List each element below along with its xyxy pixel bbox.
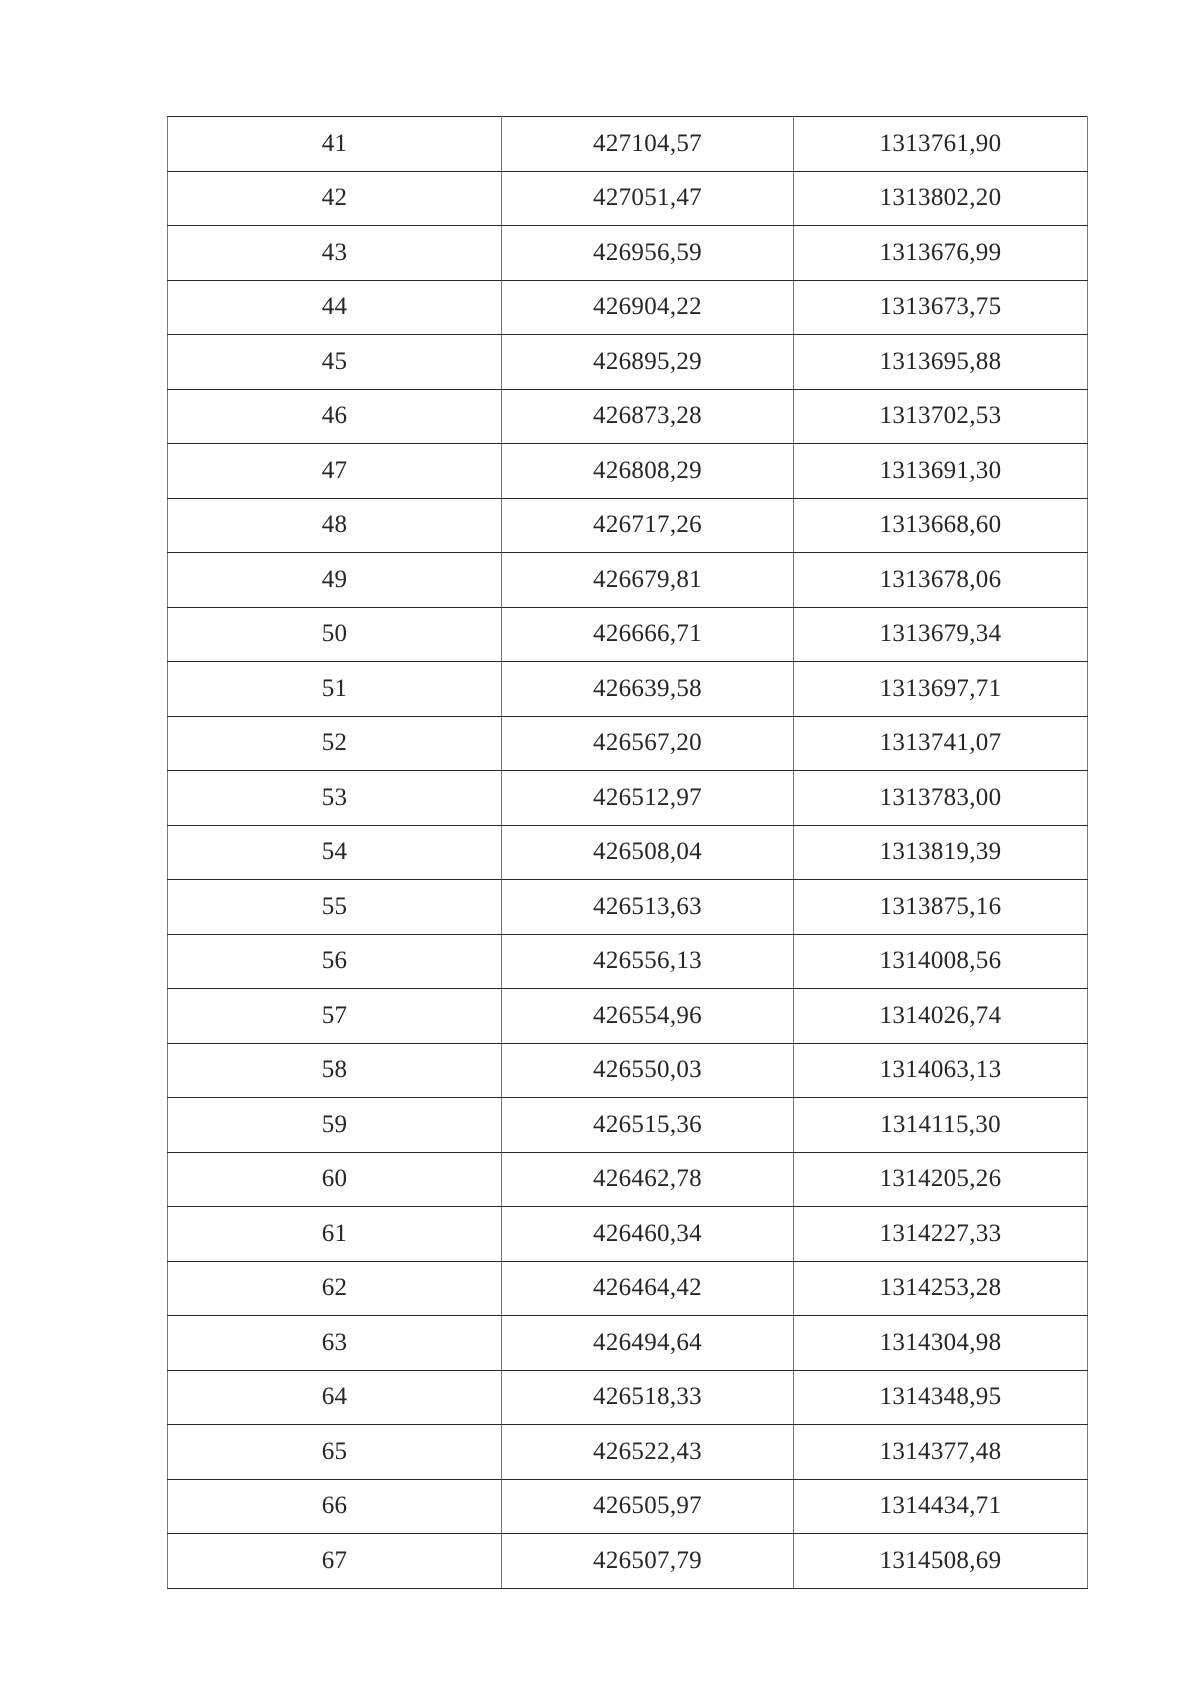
table-row — [168, 1043, 1088, 1098]
table-row — [168, 934, 1088, 989]
point-number-cell: 59 — [168, 1098, 502, 1153]
point-number-cell: 49 — [168, 553, 502, 608]
x-coordinate-cell: 426507,79 — [502, 1534, 794, 1589]
y-coordinate-cell: 1314026,74 — [794, 989, 1088, 1044]
table-row — [168, 1316, 1088, 1371]
y-coordinate-cell: 1313741,07 — [794, 716, 1088, 771]
y-coordinate-cell: 1314348,95 — [794, 1370, 1088, 1425]
table-row — [168, 280, 1088, 335]
x-coordinate-cell: 426518,33 — [502, 1370, 794, 1425]
x-coordinate-cell: 427051,47 — [502, 171, 794, 226]
y-coordinate-cell: 1314115,30 — [794, 1098, 1088, 1153]
point-number-cell: 48 — [168, 498, 502, 553]
point-number-cell: 63 — [168, 1316, 502, 1371]
table-row — [168, 1152, 1088, 1207]
y-coordinate-cell: 1314227,33 — [794, 1207, 1088, 1262]
x-coordinate-cell: 426639,58 — [502, 662, 794, 717]
x-coordinate-cell: 426505,97 — [502, 1479, 794, 1534]
y-coordinate-cell: 1313875,16 — [794, 880, 1088, 935]
x-coordinate-cell: 426679,81 — [502, 553, 794, 608]
point-number-cell: 53 — [168, 771, 502, 826]
y-coordinate-cell: 1313691,30 — [794, 444, 1088, 499]
y-coordinate-cell: 1313702,53 — [794, 389, 1088, 444]
table-row — [168, 880, 1088, 935]
x-coordinate-cell: 426494,64 — [502, 1316, 794, 1371]
x-coordinate-cell: 426956,59 — [502, 226, 794, 281]
point-number-cell: 57 — [168, 989, 502, 1044]
table-row — [168, 662, 1088, 717]
y-coordinate-cell: 1314008,56 — [794, 934, 1088, 989]
y-coordinate-cell: 1313695,88 — [794, 335, 1088, 390]
coordinates-table-body — [168, 117, 1088, 1589]
table-row — [168, 444, 1088, 499]
table-row — [168, 771, 1088, 826]
x-coordinate-cell: 426808,29 — [502, 444, 794, 499]
y-coordinate-cell: 1314253,28 — [794, 1261, 1088, 1316]
point-number-cell: 56 — [168, 934, 502, 989]
table-row — [168, 1207, 1088, 1262]
table-row — [168, 607, 1088, 662]
table-row — [168, 825, 1088, 880]
x-coordinate-cell: 427104,57 — [502, 117, 794, 172]
y-coordinate-cell: 1313819,39 — [794, 825, 1088, 880]
y-coordinate-cell: 1314434,71 — [794, 1479, 1088, 1534]
y-coordinate-cell: 1314205,26 — [794, 1152, 1088, 1207]
point-number-cell: 46 — [168, 389, 502, 444]
table-row — [168, 1370, 1088, 1425]
table-row — [168, 1098, 1088, 1153]
x-coordinate-cell: 426873,28 — [502, 389, 794, 444]
y-coordinate-cell: 1314508,69 — [794, 1534, 1088, 1589]
x-coordinate-cell: 426513,63 — [502, 880, 794, 935]
point-number-cell: 54 — [168, 825, 502, 880]
x-coordinate-cell: 426895,29 — [502, 335, 794, 390]
point-number-cell: 55 — [168, 880, 502, 935]
table-row — [168, 1534, 1088, 1589]
x-coordinate-cell: 426460,34 — [502, 1207, 794, 1262]
point-number-cell: 51 — [168, 662, 502, 717]
x-coordinate-cell: 426550,03 — [502, 1043, 794, 1098]
x-coordinate-cell: 426462,78 — [502, 1152, 794, 1207]
table-row — [168, 389, 1088, 444]
point-number-cell: 62 — [168, 1261, 502, 1316]
x-coordinate-cell: 426556,13 — [502, 934, 794, 989]
point-number-cell: 61 — [168, 1207, 502, 1262]
x-coordinate-cell: 426666,71 — [502, 607, 794, 662]
y-coordinate-cell: 1313679,34 — [794, 607, 1088, 662]
y-coordinate-cell: 1313678,06 — [794, 553, 1088, 608]
y-coordinate-cell: 1313697,71 — [794, 662, 1088, 717]
point-number-cell: 67 — [168, 1534, 502, 1589]
point-number-cell: 60 — [168, 1152, 502, 1207]
point-number-cell: 65 — [168, 1425, 502, 1480]
y-coordinate-cell: 1314304,98 — [794, 1316, 1088, 1371]
table-row — [168, 716, 1088, 771]
y-coordinate-cell: 1314377,48 — [794, 1425, 1088, 1480]
point-number-cell: 58 — [168, 1043, 502, 1098]
point-number-cell: 41 — [168, 117, 502, 172]
point-number-cell: 45 — [168, 335, 502, 390]
table-row — [168, 553, 1088, 608]
point-number-cell: 64 — [168, 1370, 502, 1425]
point-number-cell: 52 — [168, 716, 502, 771]
x-coordinate-cell: 426508,04 — [502, 825, 794, 880]
y-coordinate-cell: 1313668,60 — [794, 498, 1088, 553]
table-row — [168, 498, 1088, 553]
y-coordinate-cell: 1313761,90 — [794, 117, 1088, 172]
y-coordinate-cell: 1313673,75 — [794, 280, 1088, 335]
y-coordinate-cell: 1313783,00 — [794, 771, 1088, 826]
point-number-cell: 47 — [168, 444, 502, 499]
table-row — [168, 1425, 1088, 1480]
y-coordinate-cell: 1313802,20 — [794, 171, 1088, 226]
table-row — [168, 335, 1088, 390]
x-coordinate-cell: 426904,22 — [502, 280, 794, 335]
x-coordinate-cell: 426522,43 — [502, 1425, 794, 1480]
point-number-cell: 44 — [168, 280, 502, 335]
table-row — [168, 171, 1088, 226]
x-coordinate-cell: 426464,42 — [502, 1261, 794, 1316]
x-coordinate-cell: 426717,26 — [502, 498, 794, 553]
point-number-cell: 43 — [168, 226, 502, 281]
table-row — [168, 1479, 1088, 1534]
table-row — [168, 117, 1088, 172]
table-row — [168, 1261, 1088, 1316]
y-coordinate-cell: 1313676,99 — [794, 226, 1088, 281]
x-coordinate-cell: 426567,20 — [502, 716, 794, 771]
table-row — [168, 989, 1088, 1044]
point-number-cell: 50 — [168, 607, 502, 662]
x-coordinate-cell: 426554,96 — [502, 989, 794, 1044]
point-number-cell: 66 — [168, 1479, 502, 1534]
table-row — [168, 226, 1088, 281]
y-coordinate-cell: 1314063,13 — [794, 1043, 1088, 1098]
coordinates-table — [167, 116, 1088, 1589]
x-coordinate-cell: 426515,36 — [502, 1098, 794, 1153]
point-number-cell: 42 — [168, 171, 502, 226]
x-coordinate-cell: 426512,97 — [502, 771, 794, 826]
